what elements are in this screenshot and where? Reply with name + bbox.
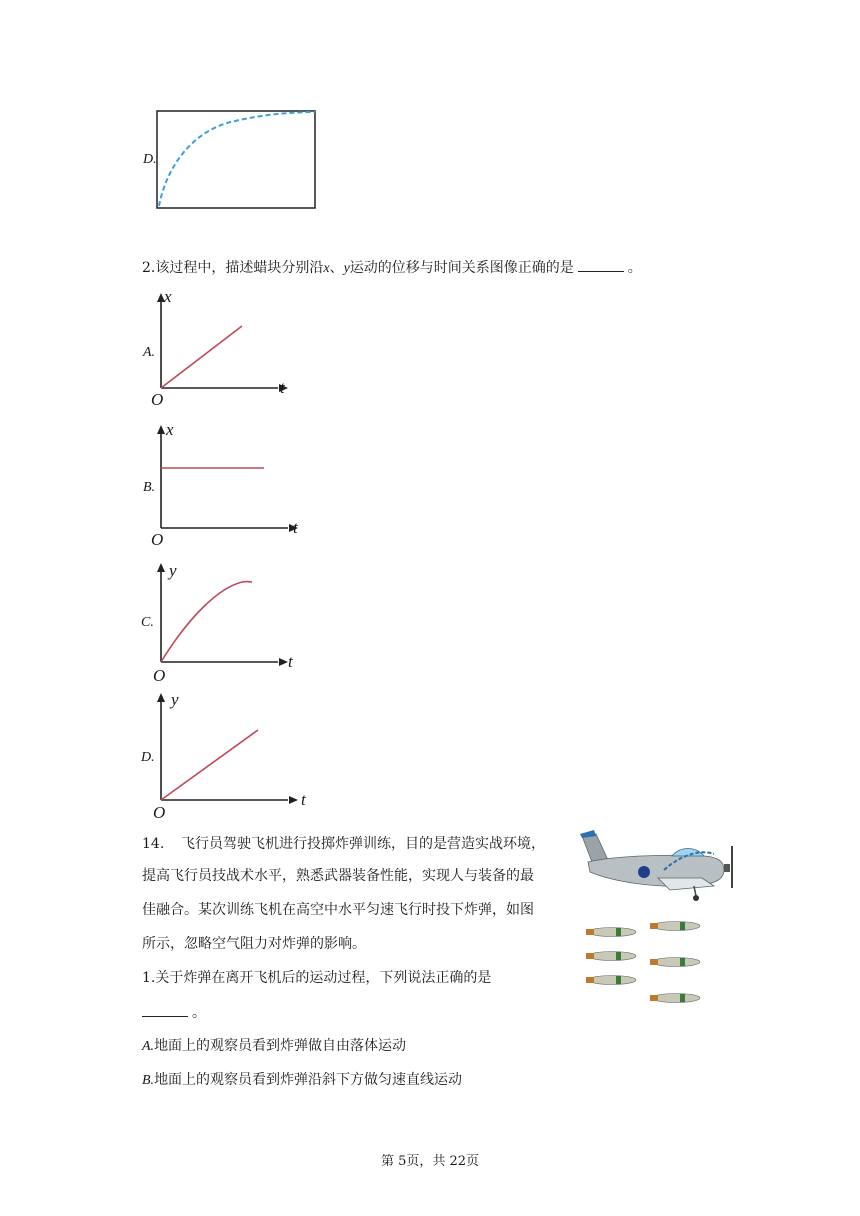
origin-label: O [153, 666, 166, 685]
question-2-text: 2.该过程中，描述蜡块分别沿x、y运动的位移与时间关系图像正确的是 。 [142, 257, 642, 279]
curve-graph-d [155, 109, 319, 211]
x-axis-label: t [293, 518, 298, 537]
origin-label: O [153, 803, 166, 822]
question-14-line: 所示，忽略空气阻力对炸弹的影响。 [142, 936, 366, 952]
x-axis-label: t [288, 652, 293, 671]
graph-a [148, 290, 298, 410]
x-axis-label: t [280, 378, 285, 397]
question-14-sub1-blank: 。 [142, 1002, 206, 1023]
airplane-bombs-illustration [574, 826, 754, 1016]
answer-blank [578, 257, 624, 272]
bombs-group [586, 922, 700, 1003]
option-label: D. [141, 750, 155, 765]
option-a: A.地面上的观察员看到炸弹做自由落体运动 [142, 1038, 407, 1054]
option-label: D. [143, 152, 157, 167]
y-axis-label: x [164, 287, 172, 306]
y-axis-label: y [171, 690, 179, 709]
option-b: B.地面上的观察员看到炸弹沿斜下方做匀速直线运动 [142, 1072, 463, 1088]
option-label: C. [141, 615, 154, 630]
x-axis-label: t [301, 790, 306, 809]
airplane-icon [580, 830, 732, 901]
answer-blank [142, 1002, 188, 1017]
question-14-number: 14. [142, 836, 165, 852]
graph-b [148, 422, 308, 542]
question-14-line: 提高飞行员技战术水平，熟悉武器装备性能，实现人与装备的最 [142, 868, 534, 884]
y-axis-label: x [166, 420, 174, 439]
question-14-line: 佳融合。某次训练飞机在高空中水平匀速飞行时投下炸弹，如图 [142, 902, 534, 918]
page-footer: 第 5页，共 22页 [380, 1154, 480, 1169]
question-14-line: 飞行员驾驶飞机进行投掷炸弹训练，目的是营造实战环境， [181, 836, 545, 852]
y-axis-label: y [169, 561, 177, 580]
origin-label: O [151, 390, 164, 409]
question-14-sub1: 1.关于炸弹在离开飞机后的运动过程，下列说法正确的是 [142, 970, 492, 986]
origin-label: O [151, 530, 164, 549]
option-label: A. [143, 345, 156, 360]
option-label: B. [143, 480, 156, 495]
